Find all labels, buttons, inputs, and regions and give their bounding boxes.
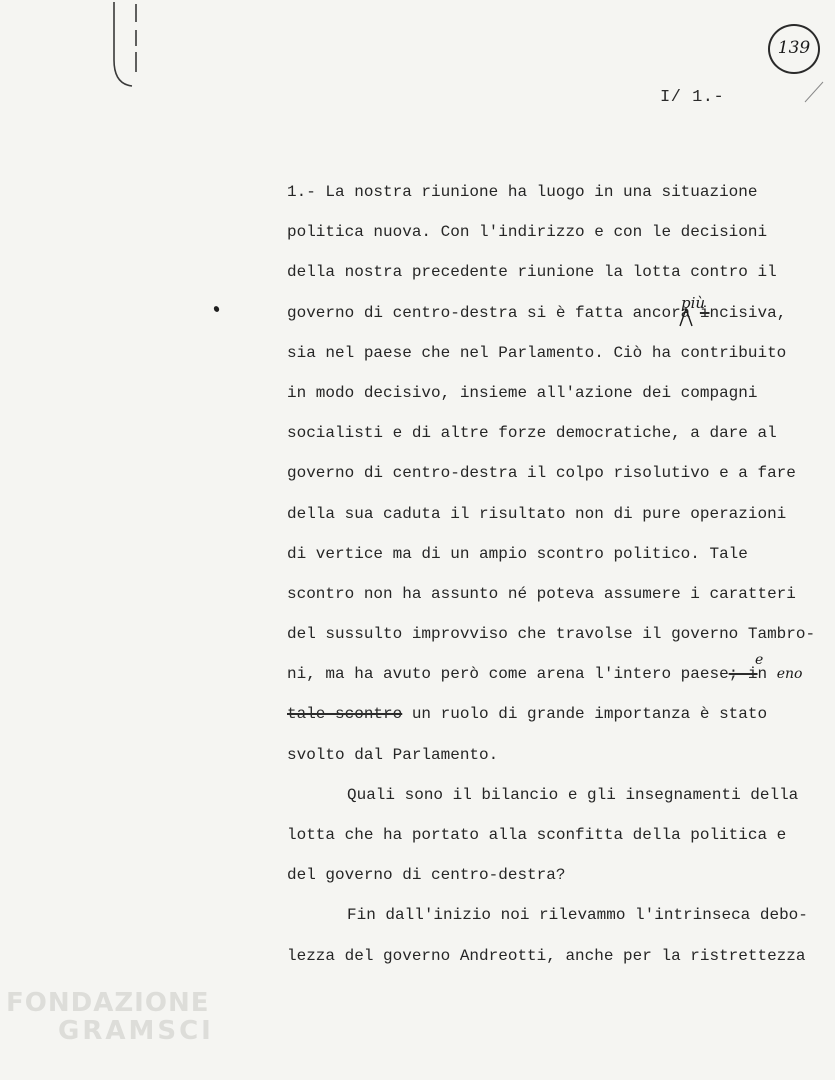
- text-segment: un ruolo di grande importanza è stato: [402, 705, 768, 724]
- text-line: della sua caduta il risultato non di pure operazioni: [287, 504, 787, 523]
- watermark-line: FONDAZIONE: [6, 988, 210, 1018]
- handwritten-insert: e: [755, 652, 764, 669]
- text-line-edited: [287, 654, 827, 694]
- text-line: della nostra precedente riunione la lotta contro il: [287, 263, 777, 282]
- text-line: Quali sono il bilancio e gli insegnamenti della: [347, 785, 799, 804]
- text-line: lezza del governo Andreotti, anche per la ristrettezza: [287, 946, 806, 965]
- text-line: di vertice ma di un ampio scontro politico. Tale: [287, 544, 748, 563]
- archive-folio-number: 139: [777, 38, 811, 58]
- typed-text-body: [287, 172, 827, 976]
- insertion-caret: [679, 305, 693, 327]
- text-line: in modo decisivo, insieme all'azione dei compagni: [287, 383, 758, 402]
- text-segment: ncisiva,: [709, 303, 787, 322]
- text-segment: ni, ma ha avuto però come arena l'intero paese: [287, 665, 729, 684]
- text-line: socialisti e di altre forze democratiche, a dare al: [287, 424, 777, 443]
- struck-text: tale scontro: [287, 705, 403, 724]
- page-reference: I/ 1.-: [660, 88, 725, 107]
- text-line: lotta che ha portato alla sconfitta della politica e: [287, 826, 787, 844]
- text-segment: governo di centro-destra si è fatta ancora: [287, 303, 691, 322]
- text-line: 1.- La nostra riunione ha luogo in una situazione: [287, 183, 758, 201]
- text-line: governo di centro-destra il colpo risolutivo e a fare: [287, 464, 796, 483]
- watermark-line: GRAMSCI: [58, 1016, 214, 1046]
- text-line-edited: [287, 293, 827, 333]
- handwritten-insert: più: [681, 293, 706, 312]
- pencil-tick-mark: [803, 80, 825, 104]
- handwritten-insert: eno: [776, 666, 803, 683]
- struck-mark: ; i: [728, 665, 758, 684]
- text-line: del sussulto improvviso che travolse il governo Tambro-: [287, 625, 816, 644]
- struck-letter: i: [699, 303, 710, 322]
- binder-clip-mark: [108, 0, 144, 90]
- text-line: Fin dall'inizio noi rilevammo l'intrinseca debo-: [347, 906, 808, 925]
- text-line: sia nel paese che nel Parlamento. Ciò ha contribuito: [287, 343, 787, 362]
- text-line: scontro non ha assunto né poteva assumere i caratteri: [287, 584, 796, 603]
- ink-dot: [213, 305, 220, 313]
- text-line: svolto dal Parlamento.: [287, 745, 499, 764]
- text-line: del governo di centro-destra?: [287, 866, 566, 885]
- archive-folio-stamp: [768, 24, 820, 74]
- archive-watermark: [6, 990, 214, 1044]
- text-line: politica nuova. Con l'indirizzo e con le decisioni: [287, 223, 768, 242]
- text-line-edited: [287, 694, 827, 734]
- text-segment: n: [757, 665, 768, 684]
